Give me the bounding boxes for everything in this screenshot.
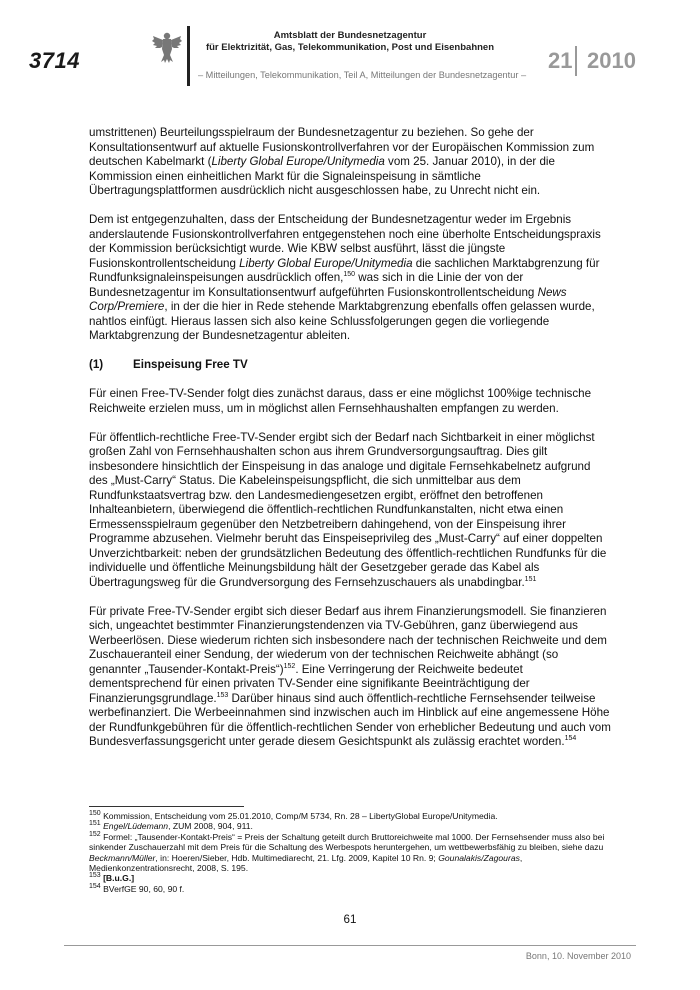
paragraph: Für private Free-TV-Sender ergibt sich dieser Bedarf aus ihrem Finanzierungsmodell. Sie finanzieren sich, ungeachtet bestimmter Finanzierungstendenzen via TV-Gebühren, ganz überwiegend aus Werbeerlösen. Diese wiederum richten sich insbesondere nach der technischen Reichweite und dem Zuschaueranteil einer Sendung, der wiederum von der technischen Reichweite abhängt (so genannter „Tausender-Kontakt-Preis“)$^{152}$. Eine Verringerung der Reichweite bedeutet dementsprechend für einen privaten TV-Sender eine signifikante Beeinträchtigung der Finanzierungsgrundlage.$^{153}$ Darüber hinaus sind auch öffentlich-rechtliche Fernsehsender teilweise werbefinanziert. Die Werbeeinnahmen sind inzwischen auch im Hinblick auf eine angemessene Höhe der Rundfunkgebühren für die öffentlich-rechtlichen Sender von erheblicher Bedeutung und auch vom Bundesverfassungsgericht unter gerade diesem Gesichtspunkt als zulässig erachtet worden.$^{154}$ bbox=[89, 604, 611, 748]
footnote: $^{150}$ Kommission, Entscheidung vom 25.01.2010, Comp/M 5734, Rn. 28 – LibertyGlobal Europe/Unitymedia. bbox=[89, 810, 498, 821]
footnote-separator bbox=[89, 806, 244, 807]
publication-date: Bonn, 10. November 2010 bbox=[525, 951, 631, 961]
footnote: $^{154}$ BVerfGE 90, 60, 90 f. bbox=[89, 882, 185, 894]
footnote-ref: 150 bbox=[343, 271, 356, 279]
footnote-ref: 152 bbox=[283, 662, 296, 670]
footnote-ref: 153 bbox=[216, 691, 229, 699]
footnote: $^{152}$ Formel: „Tausender-Kontakt-Preis“ = Preis der Schaltung geteilt durch Bruttoreichweite mal 1000. Der Fernsehsender muss also bei sinkender Zuschauerzahl mit dem Preis für die Schaltung des Werbespots heruntergehen, um wettbewerbsfähig zu bleiben, siehe dazu Beckmann/Müller, in: Hoeren/Sieber, Hdb. Multimediarecht, 21. Lfg. 2009, Kapitel 10 Rn. 9; Gounalakis/Zagouras, Medienkonzentrationsrecht, 2008, S. 195. bbox=[89, 830, 605, 874]
footnote-ref: 151 bbox=[524, 575, 537, 583]
footer-divider bbox=[64, 945, 636, 946]
footnotes bbox=[89, 811, 611, 894]
page-number-header: 3714 bbox=[29, 48, 80, 73]
journal-title: Amtsblatt der Bundesnetzagentur für Elektrizität, Gas, Telekommunikation, Post und Eisenbahnen bbox=[205, 30, 495, 53]
journal-subtitle: – Mitteilungen, Telekommunikation, Teil A, Mitteilungen der Bundesnetzagentur – bbox=[198, 70, 527, 80]
paragraph: Dem ist entgegenzuhalten, dass der Entscheidung der Bundesnetzagentur weder im Ergebnis anderslautende Fusionskontrollverfahren entgegenstehen noch eine überholte Entscheidungspraxis der Kommission berücksichtigt wurde. Wie KBW selbst ausführt, lässt die jüngste Fusionskontrollentscheidung Liberty Global Europe/Unitymedia die sachlichen Marktabgrenzung für Rundfunksignaleinspeisungen ausdrücklich offen,$^{150}$ was sich in die Linie der von der Bundesnetzagentur im Konsultationsentwurf aufgeführten Fusionskontrollentscheidung News Corp/Premiere, in der die hier in Rede stehende Marktabgrenzung ebenfalls offen gelassen wurde, nahtlos einfügt. Hieraus lassen sich also keine Schlussfolgerungen gegen die vorliegende Marktabgrenzung der Bundesnetzagentur ableiten. bbox=[89, 213, 601, 342]
main-text bbox=[89, 126, 611, 764]
page-number-footer: 61 bbox=[343, 913, 357, 926]
footnote: $^{153}$ [B.u.G.] bbox=[89, 872, 135, 884]
section-heading: (1) Einspeisung Free TV bbox=[89, 358, 248, 371]
issue-divider bbox=[575, 46, 577, 76]
footnote-ref: 154 bbox=[564, 735, 577, 743]
issue-number: 21 bbox=[548, 48, 573, 73]
paragraph: umstrittenen) Beurteilungsspielraum der Bundesnetzagentur zu beziehen. So gehe der Konsultationsentwurf auf aktuelle Fusionskontrollverfahren vor der Europäischen Kommission zum deutschen Kabelmarkt (Liberty Global Europe/Unitymedia vom 25. Januar 2010), in der die Kommission einen einheitlichen Markt für die Signaleinspeisung in sämtliche Übertragungsplattformen ausdrücklich nicht ausgeschlossen habe, zu Unrecht nicht ein. bbox=[89, 126, 595, 197]
paragraph: Für öffentlich-rechtliche Free-TV-Sender ergibt sich der Bedarf nach Sichtbarkeit in einer möglichst großen Zahl von Fernsehhaushalten schon aus ihrem Grundversorgungsauftrag. Dies gilt insbesondere hinsichtlich der Einspeisung in das analoge und digitale Fernsehkabelnetz aufgrund des „Must-Carry“ Status. Die Kabeleinspeisungspflicht, die sich unmittelbar aus dem Rundfunkstaatsvertrag bzw. den Landesmediengesetzen ergibt, eröffnet den betroffenen Inhalteanbietern, überwiegend die öffentlich-rechtlichen Rundfunkanstalten, nicht etwa einen Ermessensspielraum gegenüber den Netzbetreibern dahingehend, von der Einspeisung ihrer Programme abzusehen. Vielmehr beruht das Einspeiseprivileg des „Must-Carry“ auf einer doppelten Unverzichtbarkeit: neben der grundsätzlichen Bedeutung des öffentlich-rechtlichen Rundfunks für die individuelle und öffentliche Meinungsbildung hält der Gesetzgeber gerade das Kabel als Übertragungsweg für die Grundversorgung des Fernsehzuschauers als unabdingbar.$^{151}$ bbox=[89, 430, 607, 589]
footnote: $^{151}$ Engel/Lüdemann, ZUM 2008, 904, 911. bbox=[89, 820, 253, 832]
paragraph: Für einen Free-TV-Sender folgt dies zunächst daraus, dass er eine möglichst 100%ige technische Reichweite erzielen muss, um in möglichst allen Fernsehhaushalten empfangen zu werden. bbox=[89, 387, 592, 415]
issue-year: 2010 bbox=[587, 48, 636, 73]
